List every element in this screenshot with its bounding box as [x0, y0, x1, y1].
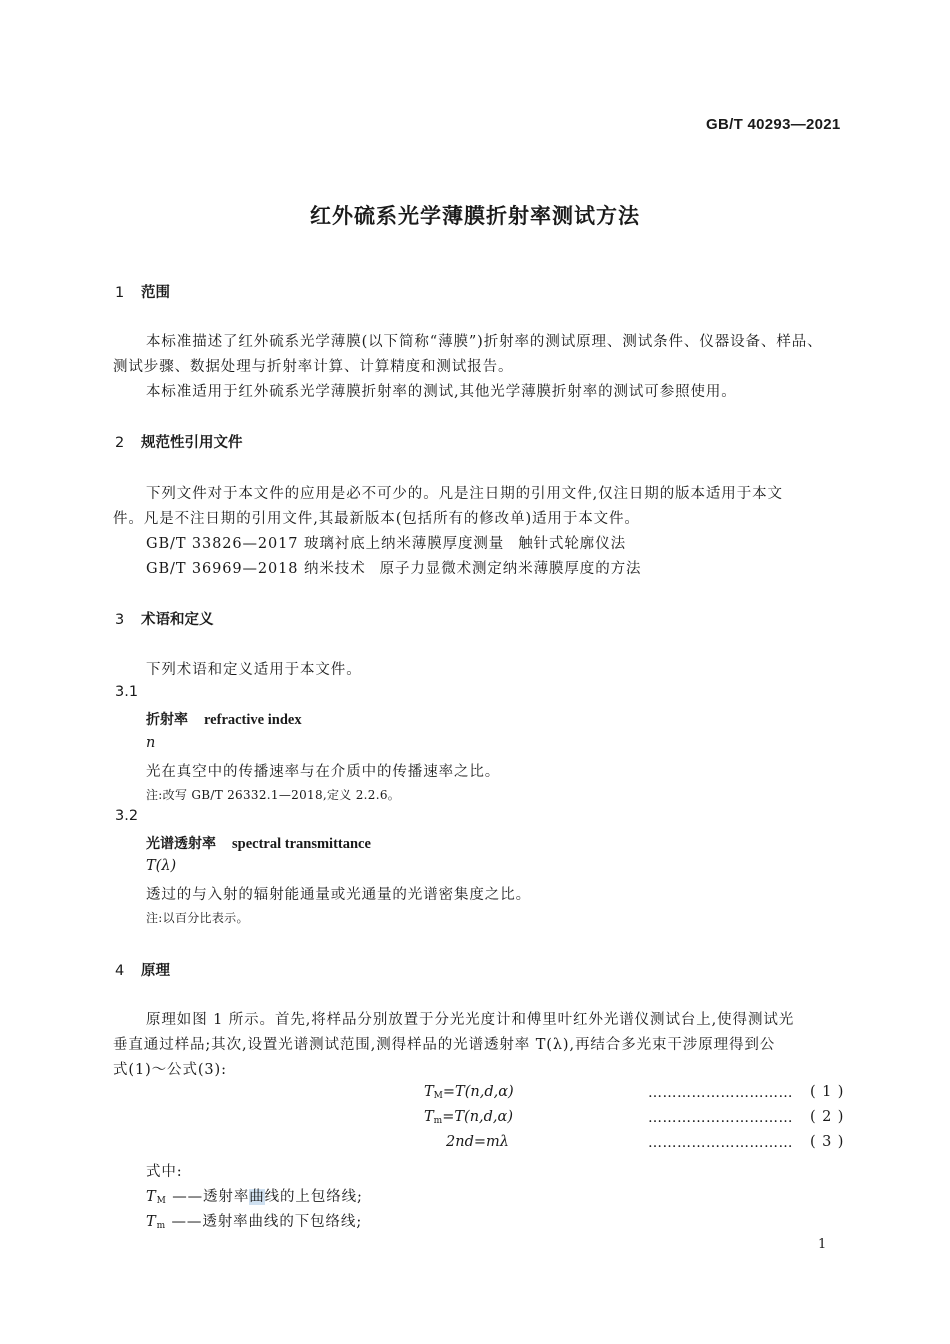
text-highlight: 曲: [249, 1189, 265, 1205]
section-1-para-1-line-1: 本标准描述了红外硫系光学薄膜(以下简称“薄膜”)折射率的测试原理、测试条件、仪器设备、样品、: [146, 334, 823, 350]
term-note: 注:改写 GB/T 26332.1—2018,定义 2.2.6。: [146, 788, 401, 802]
section-4-heading: 4 原理: [115, 963, 170, 979]
equation-3-leader: …………………………: [648, 1135, 793, 1151]
where-label: 式中:: [146, 1164, 183, 1180]
where-item: $T_M$ ——透射率曲线的上包络线;: [146, 1189, 363, 1206]
term-heading: 折射率 refractive index: [146, 712, 302, 728]
term-symbol: n: [146, 735, 156, 751]
section-1-para-2: 本标准适用于红外硫系光学薄膜折射率的测试,其他光学薄膜折射率的测试可参照使用。: [146, 384, 737, 400]
equation-1-label: ( 1 ): [810, 1084, 845, 1100]
section-2-para-line-1: 下列文件对于本文件的应用是必不可少的。凡是注日期的引用文件,仅注日期的版本适用于本文: [146, 486, 783, 502]
term-note: 注:以百分比表示。: [146, 911, 249, 925]
equation-2-leader: …………………………: [648, 1110, 793, 1126]
equation-1: $T_M=T(n,d,\alpha)$: [424, 1084, 514, 1101]
document-title: 红外硫系光学薄膜折射率测试方法: [310, 204, 640, 228]
section-4-para-line-3: 式(1)～公式(3):: [113, 1062, 227, 1078]
standard-number: GB/T 40293—2021: [706, 116, 841, 133]
term-symbol: T(λ): [146, 858, 177, 874]
equation-3-label: ( 3 ): [810, 1134, 845, 1150]
section-4-para-line-2: 垂直通过样品;其次,设置光谱测试范围,测得样品的光谱透射率 T(λ),再结合多光束干涉原理得到公: [113, 1037, 776, 1053]
section-2-heading: 2 规范性引用文件: [115, 435, 243, 451]
normative-reference: GB/T 36969—2018 纳米技术 原子力显微术测定纳米薄膜厚度的方法: [146, 561, 642, 577]
page-number: 1: [818, 1237, 828, 1252]
term-heading: 光谱透射率 spectral transmittance: [146, 836, 371, 852]
section-1-heading: 1 范围: [115, 285, 170, 301]
section-1-para-1-line-2: 测试步骤、数据处理与折射率计算、计算精度和测试报告。: [113, 359, 514, 375]
equation-2-label: ( 2 ): [810, 1109, 845, 1125]
equation-1-leader: …………………………: [648, 1085, 793, 1101]
term-number: 3.2: [115, 808, 139, 824]
section-3-heading: 3 术语和定义: [115, 612, 214, 628]
section-3-intro: 下列术语和定义适用于本文件。: [146, 662, 362, 678]
term-number: 3.1: [115, 684, 139, 700]
where-item: $T_m$ ——透射率曲线的下包络线;: [146, 1214, 363, 1231]
section-4-para-line-1: 原理如图 1 所示。首先,将样品分别放置于分光光度计和傅里叶红外光谱仪测试台上,使得测试光: [146, 1012, 795, 1028]
equation-2: $T_m=T(n,d,\alpha)$: [424, 1109, 513, 1126]
term-definition: 光在真空中的传播速率与在介质中的传播速率之比。: [146, 764, 501, 780]
section-2-para-line-2: 件。凡是不注日期的引用文件,其最新版本(包括所有的修改单)适用于本文件。: [113, 511, 640, 527]
equation-3: 2nd=mλ: [446, 1134, 509, 1150]
term-definition: 透过的与入射的辐射能通量或光通量的光谱密集度之比。: [146, 887, 531, 903]
normative-reference: GB/T 33826—2017 玻璃衬底上纳米薄膜厚度测量 触针式轮廓仪法: [146, 536, 627, 552]
